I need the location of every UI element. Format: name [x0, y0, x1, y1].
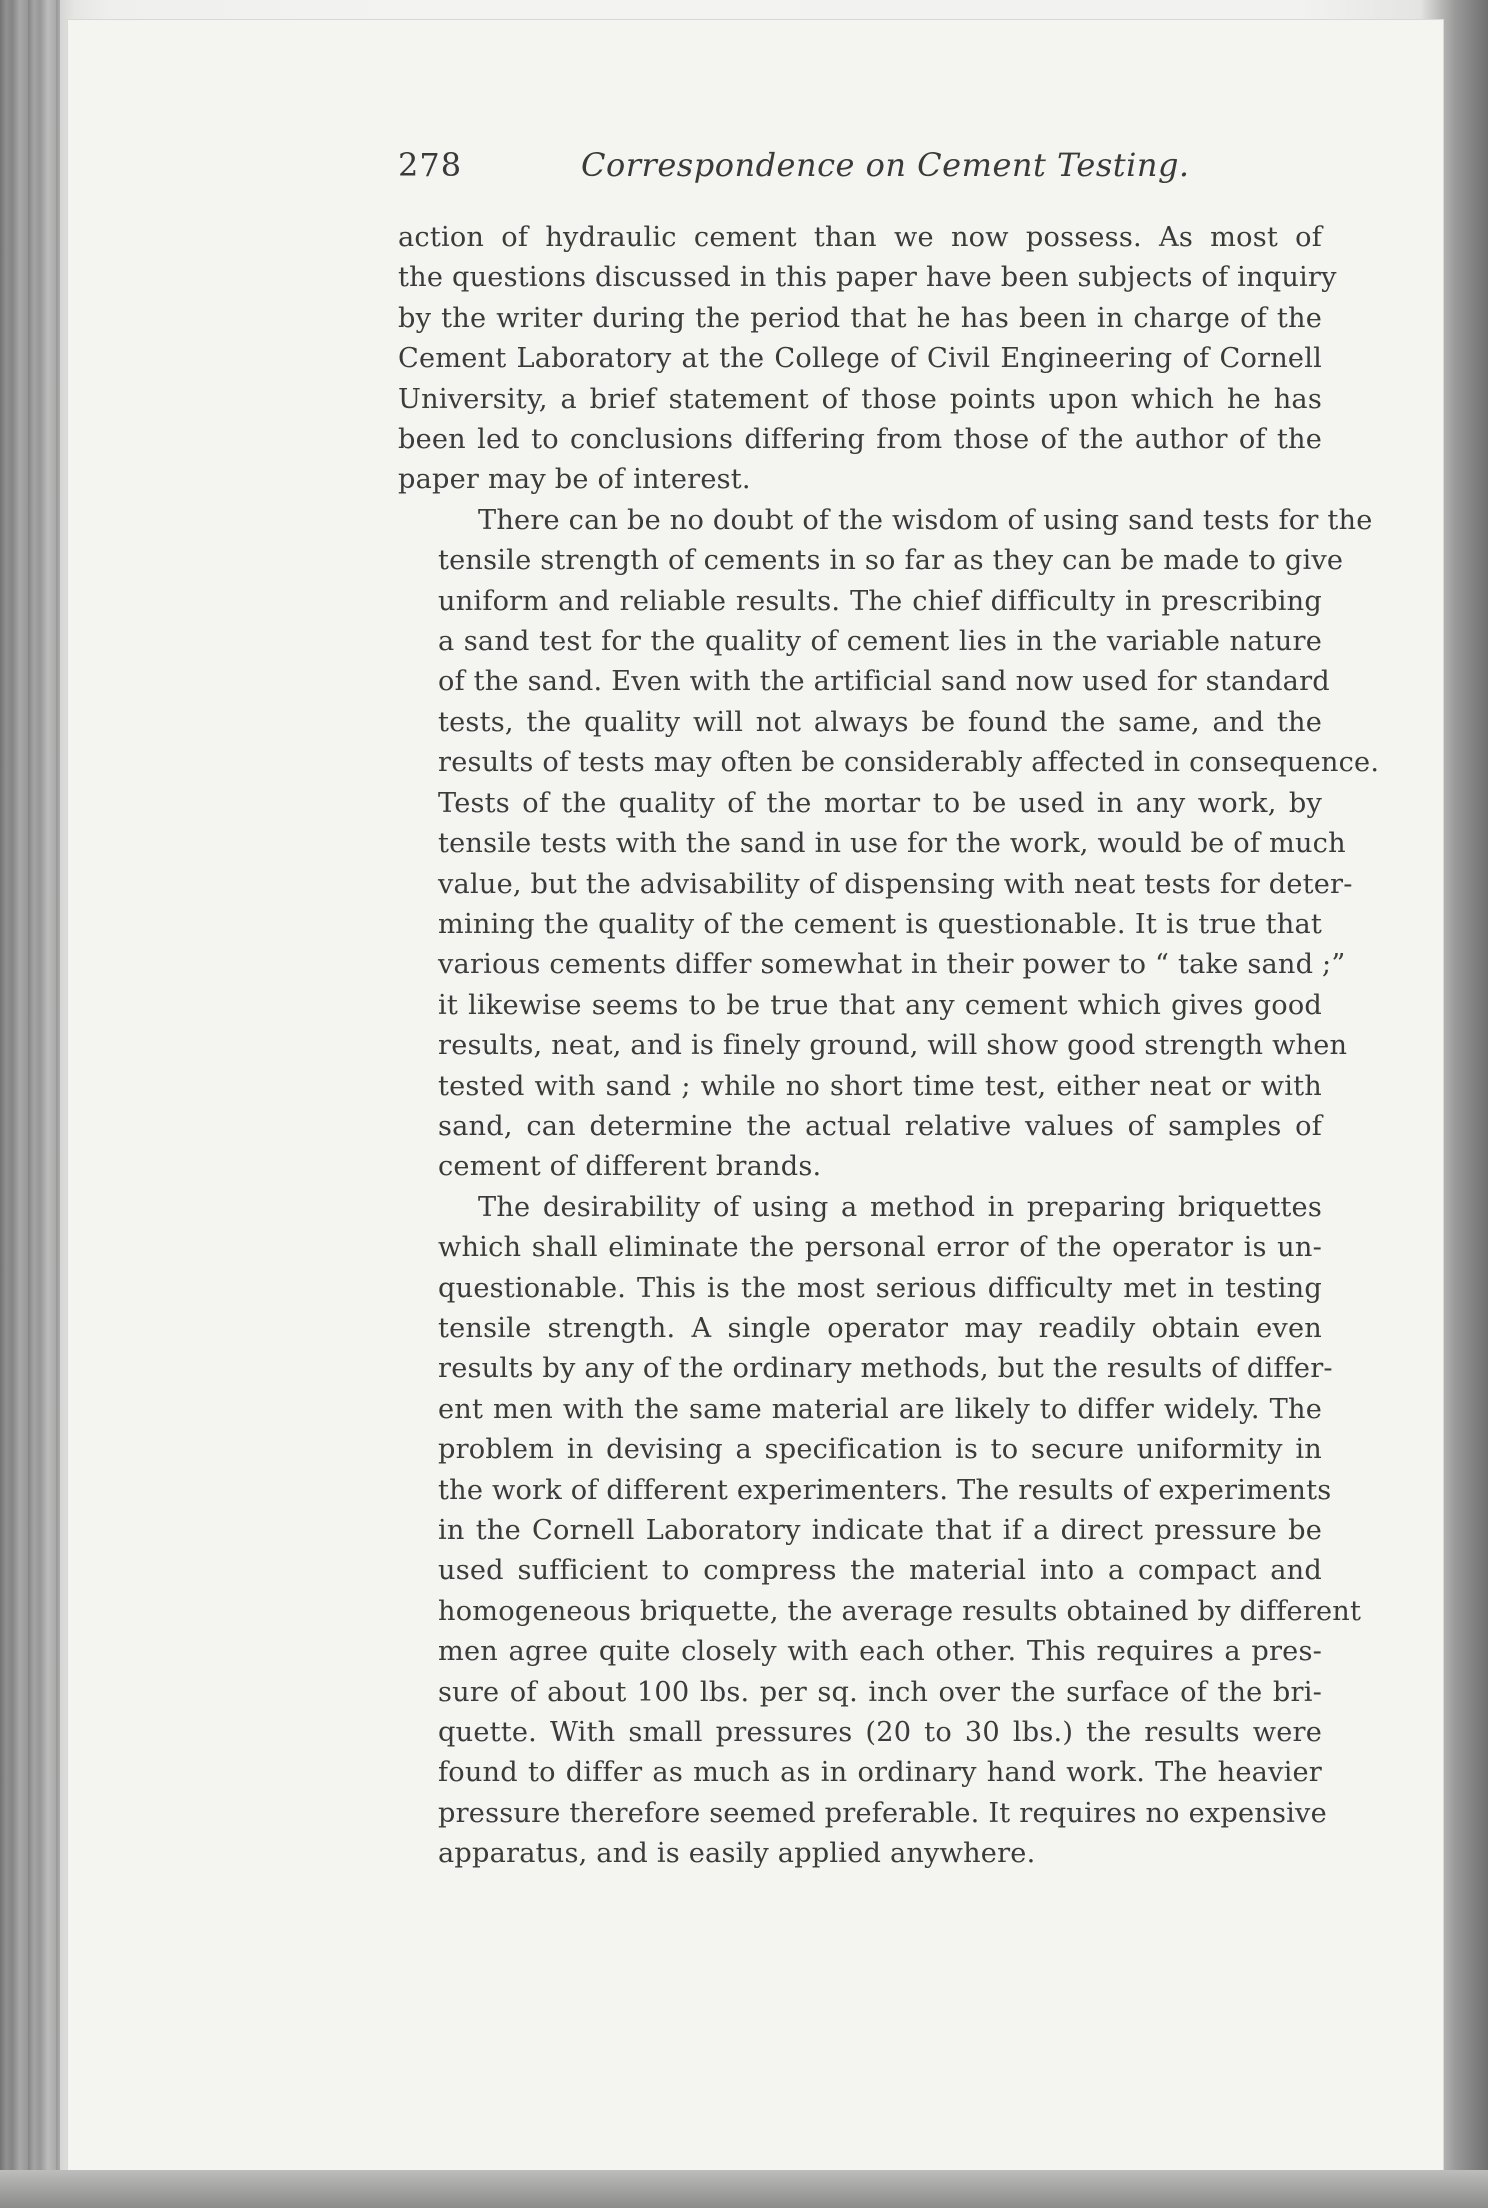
text-line: uniform and reliable results. The chief difficulty in prescribing [438, 585, 1322, 617]
text-line: tensile strength. A single operator may readily obtain even [438, 1312, 1322, 1344]
body-text [398, 218, 1380, 1875]
paragraph-3 [398, 1188, 1362, 1875]
text-line: the work of different experimenters. The results of experiments [438, 1474, 1332, 1506]
running-title: Correspondence on Cement Testing. [581, 146, 1190, 184]
text-line: various cements differ somewhat in their power to “ take sand ;” [438, 949, 1346, 981]
text-line: ent men with the same material are likely to differ widely. The [438, 1393, 1322, 1425]
text-line: results by any of the ordinary methods, but the results of differ- [438, 1353, 1333, 1385]
paragraph-1 [398, 218, 1337, 501]
text-line: paper may be of interest. [398, 464, 751, 496]
text-line: cement of different brands. [438, 1151, 822, 1183]
text-line: men agree quite closely with each other. This requires a pres- [438, 1636, 1322, 1668]
text-line: it likewise seems to be true that any cement which gives good [438, 989, 1322, 1021]
text-line: tensile strength of cements in so far as they can be made to give [438, 545, 1344, 577]
text-line: mining the quality of the cement is questionable. It is true that [438, 908, 1322, 940]
text-line: University, a brief statement of those points upon which he has [398, 383, 1322, 415]
text-line: used sufficient to compress the material into a compact and [438, 1555, 1322, 1587]
text-line: Tests of the quality of the mortar to be used in any work, by [438, 787, 1322, 819]
text-line: been led to conclusions differing from those of the author of the [398, 424, 1322, 456]
text-line: a sand test for the quality of cement lies in the variable nature [438, 626, 1322, 658]
text-line: in the Cornell Laboratory indicate that if a direct pressure be [438, 1515, 1322, 1546]
text-line: The desirability of using a method in preparing briquettes [478, 1191, 1322, 1223]
text-line: Cement Laboratory at the College of Civil Engineering of Cornell [398, 343, 1322, 375]
text-line: found to differ as much as in ordinary hand work. The heavier [438, 1757, 1322, 1789]
text-line: value, but the advisability of dispensing with neat tests for deter- [438, 868, 1353, 900]
text-line: There can be no doubt of the wisdom of using sand tests for the [478, 504, 1373, 536]
text-line: quette. With small pressures (20 to 30 lbs.) the results were [438, 1717, 1322, 1749]
scan-bottom-edge [0, 2170, 1488, 2208]
text-line: by the writer during the period that he has been in charge of the [398, 302, 1322, 334]
text-line: results, neat, and is finely ground, will show good strength when [438, 1030, 1348, 1062]
paragraph-2 [398, 501, 1380, 1188]
text-line: results of tests may often be considerably affected in consequence. [438, 747, 1380, 779]
text-line: action of hydraulic cement than we now possess. As most of [398, 222, 1322, 253]
page-header [398, 140, 1338, 200]
text-line: the questions discussed in this paper have been subjects of inquiry [398, 262, 1337, 294]
text-line: tests, the quality will not always be found the same, and the [438, 706, 1322, 738]
text-line: tested with sand ; while no short time test, either neat or with [438, 1070, 1322, 1102]
text-line: which shall eliminate the personal error of the operator is un- [438, 1232, 1322, 1264]
text-line: of the sand. Even with the artificial sand now used for standard [438, 666, 1330, 698]
text-line: homogeneous briquette, the average results obtained by different [438, 1595, 1362, 1627]
text-line: sure of about 100 lbs. per sq. inch over the surface of the bri- [438, 1676, 1322, 1708]
text-line: pressure therefore seemed preferable. It requires no expensive [438, 1797, 1327, 1829]
book-binding-edge [0, 0, 60, 2208]
text-line: questionable. This is the most serious difficulty met in testing [438, 1272, 1322, 1304]
text-line: sand, can determine the actual relative values of samples of [438, 1110, 1322, 1142]
page-number: 278 [398, 146, 463, 184]
text-line: apparatus, and is easily applied anywhere. [438, 1838, 1036, 1870]
text-line: tensile tests with the sand in use for the work, would be of much [438, 828, 1346, 860]
text-line: problem in devising a specification is to secure uniformity in [438, 1434, 1322, 1466]
